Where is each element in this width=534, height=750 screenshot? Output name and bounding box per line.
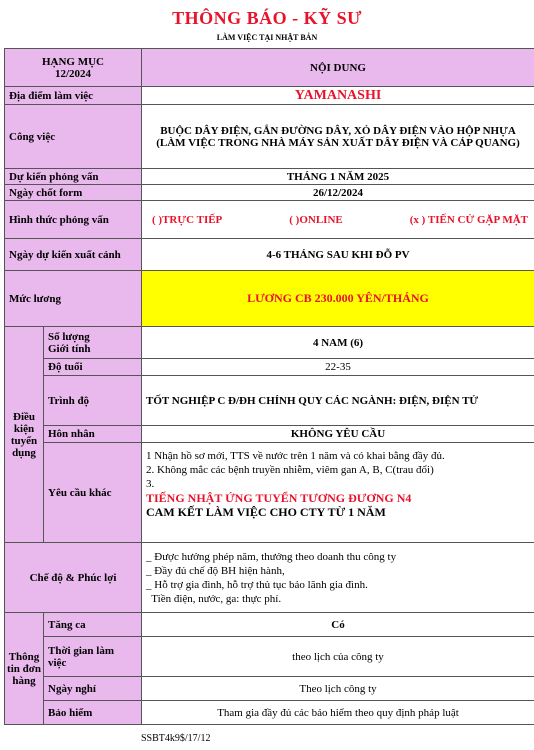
quantity-value: 4 NAM (6) [142,327,534,359]
quantity-label-line: Số lượng [48,330,90,343]
conditions-group-label: Điều kiện tuyển dụng [5,327,44,543]
interview-date-label: Dự kiến phỏng vấn [5,169,142,185]
table-row [5,677,534,701]
table-row [5,105,534,169]
schedule-label-line: việc [48,656,67,669]
overtime-label: Tăng ca [44,613,142,637]
schedule-value: theo lịch của công ty [142,637,534,677]
marriage-value: KHÔNG YÊU CẦU [142,426,534,443]
table-header-row [5,49,534,87]
benefit-item: _ Được hưởng phép năm, thưởng theo doanh thu công ty [146,550,397,563]
benefits-label: Chế độ & Phúc lợi [5,543,142,613]
table-row [5,185,534,201]
table-row [5,701,534,725]
job-label: Công việc [5,105,142,169]
table-row [5,359,534,376]
insurance-label: Bảo hiểm [44,701,142,725]
table-row [5,443,534,543]
table-row [5,271,534,327]
benefit-item: Tiền điện, nước, ga: thực phí. [146,592,282,605]
benefits-value [142,543,534,613]
table-row [5,239,534,271]
location-value: YAMANASHI [142,87,534,105]
requirement-line: 2. Không mắc các bệnh truyền nhiễm, viêm gan A, B, C(trau đổi) [146,464,434,476]
interview-option-direct: ( )TRỰC TIẾP [152,213,223,226]
days-off-value: Theo lịch công ty [142,677,534,701]
benefit-item: _ Hỗ trợ gia đình, hỗ trợ thủ tục bảo lãnh gia đình. [146,578,368,591]
departure-label: Ngày dự kiến xuất cảnh [5,239,142,271]
job-details-table [4,48,534,725]
table-row [5,87,534,105]
education-label: Trình độ [44,376,142,426]
table-row [5,637,534,677]
requirement-line: 1 Nhận hồ sơ mới, TTS về nước trên 1 năm và có khai bằng đầy đủ. [146,450,445,462]
table-row [5,201,534,239]
education-value: TỐT NGHIỆP C Đ/ĐH CHÍNH QUY CÁC NGÀNH: ĐIỆN, ĐIỆN TỬ [142,376,534,426]
salary-value: LƯƠNG CB 230.000 YÊN/THÁNG [142,271,534,327]
form-deadline-label: Ngày chốt form [5,185,142,201]
quantity-label [44,327,142,359]
other-requirements-value [142,443,534,543]
header-category-label: HẠNG MỤC [41,55,105,68]
form-deadline-value: 26/12/2024 [142,185,534,201]
interview-type-label: Hình thức phỏng vấn [5,201,142,239]
table-row [5,169,534,185]
insurance-value: Tham gia đầy đủ các bảo hiểm theo quy định pháp luật [142,701,534,725]
gender-label-line: Giới tính [48,342,91,355]
requirement-commitment: CAM KẾT LÀM VIỆC CHO CTY TỪ 1 NĂM [146,505,386,519]
page-subtitle: LÀM VIỆC TẠI NHẬT BẢN [216,33,318,42]
age-value: 22-35 [142,359,534,376]
header-content-cell: NỘI DUNG [142,49,534,87]
table-row [5,426,534,443]
interview-date-value: THÁNG 1 NĂM 2025 [142,169,534,185]
document-code: SSBT4k9$/17/12 [141,733,211,744]
days-off-label: Ngày nghỉ [44,677,142,701]
benefit-item: _ Đầy đủ chế độ BH hiện hành, [146,564,285,577]
requirement-line: 3. [146,478,155,490]
overtime-value: Có [142,613,534,637]
table-row [5,327,534,359]
requirement-language: TIẾNG NHẬT ỨNG TUYỂN TƯƠNG ĐƯƠNG N4 [146,491,412,505]
page-title: THÔNG BÁO - KỸ SƯ [172,8,362,28]
order-info-group-label: Thông tin đơn hàng [5,613,44,725]
table-row [5,543,534,613]
other-requirements-label: Yêu cầu khác [44,443,142,543]
schedule-label-line: Thời gian làm [48,644,114,657]
schedule-label [44,637,142,677]
interview-option-online: ( )ONLINE [289,213,343,226]
departure-value: 4-6 THÁNG SAU KHI ĐỖ PV [142,239,534,271]
table-row [5,376,534,426]
table-row [5,613,534,637]
interview-option-referral: (x ) TIẾN CỬ GẶP MẶT [409,213,528,226]
location-label: Địa điểm làm việc [5,87,142,105]
interview-type-options [142,201,534,239]
header-category-date: 12/2024 [54,67,92,80]
salary-label: Mức lương [5,271,142,327]
header-category-cell [5,49,142,87]
job-value: BUỘC DÂY ĐIỆN, GẮN ĐƯỜNG DÂY, XỎ DÂY ĐIỆN VÀO HỘP NHỰA (LÀM VIỆC TRONG NHÀ MÁY SẢN XUẤT DÂY ĐIỆN VÀ CÁP QUANG) [142,105,534,169]
age-label: Độ tuổi [44,359,142,376]
marriage-label: Hôn nhân [44,426,142,443]
